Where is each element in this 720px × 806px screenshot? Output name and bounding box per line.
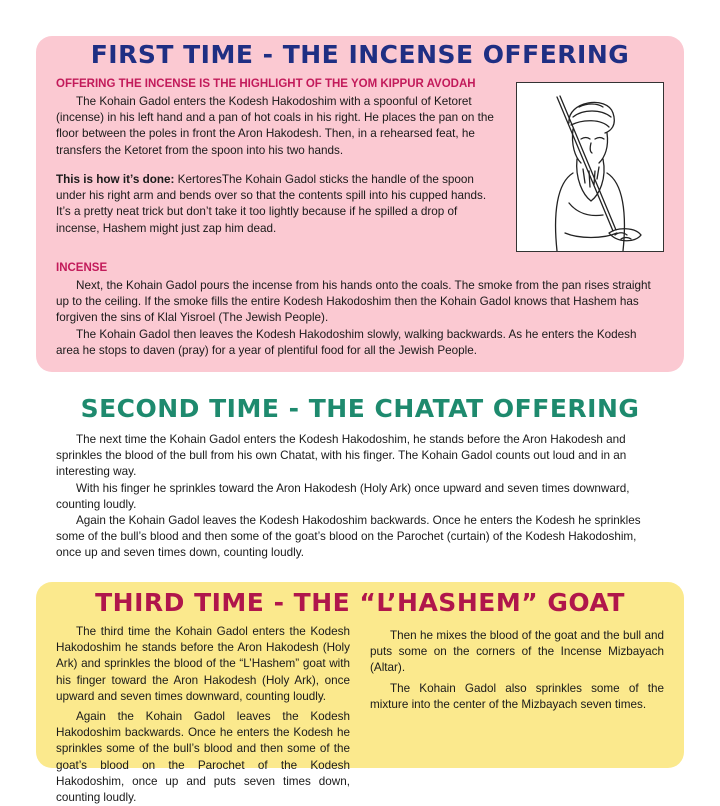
section1-paragraph-2: Next, the Kohain Gadol pours the incense from his hands onto the coals. The smoke from the pan rises straight up to the ceiling. If the smoke fills the entire Kodesh Hakodoshim then the Kohain Gadol knows that Hashem has forgiven the sins of Klal Yisroel (The Jewish People). (56, 279, 651, 325)
section2-body (56, 432, 662, 562)
kohain-gadol-drawing-icon (517, 83, 663, 251)
section2-paragraph-1: The next time the Kohain Gadol enters the Kodesh Hakodoshim, he stands before the Aron Hakodesh and sprinkles the blood of the bull from his own Chatat, with his finger. The Kohain Gadol counts out loud and in an interesting way. (56, 433, 627, 479)
section3-column-1 (56, 624, 350, 806)
section3-paragraph-3: Then he mixes the blood of the goat and the bull and puts some on the corners of the Incense Mizbayach (Altar). (370, 629, 664, 675)
section1-paragraph-3: The Kohain Gadol then leaves the Kodesh Hakodoshim slowly, walking backwards. As he enters the Kodesh area he stops to daven (pray) for a year of plentiful food for all the Jewish People. (56, 327, 637, 357)
section3-paragraph-1: The third time the Kohain Gadol enters the Kodesh Hakodoshim he stands before the Aron Hakodesh (Holy Ark) and sprinkles the blood of the “L’Hashem” goat with his finger toward the Aron Hakodesh (Holy Ark), once upward and seven times downward, counting loudly. (56, 625, 350, 703)
section1-subheading-incense: INCENSE (56, 262, 108, 274)
howto-label: This is how it’s done: (56, 173, 175, 186)
section1-paragraph-1: The Kohain Gadol enters the Kodesh Hakodoshim with a spoonful of Ketoret (incense) in his left hand and a pan of hot coals in his right. He places the pan on the floor between the poles in front the Aron Hakodesh. Then, in a rehearsed feat, he transfers the Ketoret from the spoon into his two hands. (56, 95, 494, 157)
section1-howto (56, 172, 501, 237)
howto-text: KertoresThe Kohain Gadol sticks the handle of the spoon under his right arm and bends over so that the contents spill into his cupped hands. It’s a pretty neat trick but don’t take it too lightly because if he spilled a drop of incense, Hashem might just zap him dead. (56, 173, 487, 235)
section3-paragraph-4: The Kohain Gadol also sprinkles some of the mixture into the center of the Mizbayach seven times. (370, 681, 664, 711)
section3-column-2 (370, 624, 664, 713)
section1-title: FIRST TIME - THE INCENSE OFFERING (90, 40, 630, 69)
section2-paragraph-3: Again the Kohain Gadol leaves the Kodesh Hakodoshim backwards. Once he enters the Kodesh he sprinkles some of the bull’s blood and then some of the goat’s blood on the Parochet (curtain) of the Kodesh Hakodoshim, once up and seven times down, counting loudly. (56, 514, 641, 560)
kohain-gadol-illustration (516, 82, 664, 252)
section1-body (56, 278, 662, 359)
section2-paragraph-2: With his finger he sprinkles toward the Aron Hakodesh (Holy Ark) once upward and seven times downward, counting loudly. (56, 481, 630, 511)
section3-paragraph-2: Again the Kohain Gadol leaves the Kodesh Hakodoshim backwards. Once he enters the Kodesh he sprinkles some of the bull’s blood and then some of the goat’s blood on the Parochet of the Kodesh Hakodoshim, once up and puts seven times down, counting loudly. (56, 710, 350, 805)
section3-title: THIRD TIME - THE “L’HASHEM” GOAT (95, 588, 625, 617)
section1-subheading: OFFERING THE INCENSE IS THE HIGHLIGHT OF THE YOM KIPPUR AVODAH (56, 78, 476, 90)
section2-title: SECOND TIME - THE CHATAT OFFERING (80, 394, 640, 423)
